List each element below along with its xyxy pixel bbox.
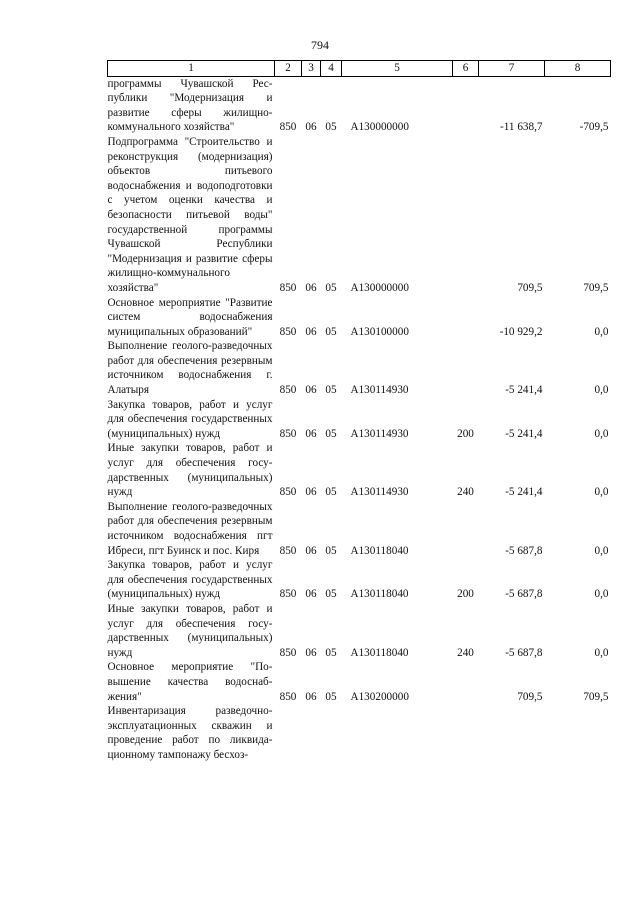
header-cell: 2 <box>275 61 302 77</box>
col-target-code: А130000000 <box>350 121 409 134</box>
col-ministry <box>275 704 302 762</box>
col-target-code <box>342 704 453 762</box>
header-cell: 8 <box>545 61 611 77</box>
col-expense-type <box>453 660 479 704</box>
col-target-code: А130100000 <box>350 325 409 338</box>
col-section: 06 <box>305 646 317 659</box>
col-target-code: А130118040 <box>350 646 409 659</box>
col-subsection: 05 <box>325 281 337 294</box>
col-ministry: 850 <box>279 690 297 703</box>
row-name: Выполнение геолого-разведочных работ для обеспечения резервным источником водоснабжения пгт Ибреси, пгт Буинск и пос. Киря <box>107 500 273 557</box>
col-target-code: А130114930 <box>350 427 409 440</box>
col-value-7 <box>479 704 545 762</box>
col-subsection <box>321 704 342 762</box>
row-name: программы Чувашской Республики "Модернизация и развитие сферы жилищно-коммунального хозяйства" <box>107 77 273 134</box>
col-value-7: 709,5 <box>517 690 543 703</box>
col-ministry: 850 <box>279 384 297 397</box>
col-value-8: 709,5 <box>583 281 609 294</box>
col-value-7: -5 687,8 <box>505 544 543 557</box>
col-value-7: -5 687,8 <box>505 588 543 601</box>
col-ministry: 850 <box>279 121 297 134</box>
page-number: 794 <box>311 38 329 52</box>
col-target-code: А130118040 <box>350 588 409 601</box>
col-expense-type <box>453 296 479 340</box>
col-value-8: 0,0 <box>594 544 609 557</box>
col-section: 06 <box>305 486 317 499</box>
header-cell: 6 <box>453 61 479 77</box>
table-row <box>108 76 611 135</box>
row-name: Иные закупки товаров, работ и услуг для обеспечения государственных (муниципальных) нужд <box>107 442 273 499</box>
col-section: 06 <box>305 427 317 440</box>
col-value-8: 0,0 <box>594 486 609 499</box>
budget-table <box>107 60 611 763</box>
col-subsection: 05 <box>325 384 337 397</box>
row-name: Основное мероприятие "Развитие систем водоснабжения муниципальных образований" <box>107 296 273 338</box>
col-value-7: -5 241,4 <box>505 384 543 397</box>
col-value-7: -5 687,8 <box>505 646 543 659</box>
col-target-code: А130200000 <box>350 690 409 703</box>
col-value-8: 0,0 <box>594 646 609 659</box>
col-expense-type: 200 <box>457 588 474 601</box>
col-expense-type: 200 <box>457 427 474 440</box>
col-subsection: 05 <box>325 121 337 134</box>
row-name: Иные закупки товаров, работ и услуг для обеспечения государственных (муниципальных) нужд <box>107 602 273 659</box>
col-expense-type: 240 <box>457 486 474 499</box>
col-ministry: 850 <box>279 646 297 659</box>
col-subsection: 05 <box>325 646 337 659</box>
col-value-7: -5 241,4 <box>505 427 543 440</box>
col-value-8: 0,0 <box>594 588 609 601</box>
row-name: Инвентаризация разведочно-эксплуатационных скважин и проведение работ по ликвидационному тампонажу бесхоз- <box>107 705 273 761</box>
col-subsection: 05 <box>325 325 337 338</box>
table-row <box>108 602 611 660</box>
header-cell: 1 <box>108 61 275 77</box>
col-subsection: 05 <box>325 690 337 703</box>
col-ministry: 850 <box>279 427 297 440</box>
col-ministry: 850 <box>279 325 297 338</box>
col-expense-type <box>453 500 479 558</box>
col-section: 06 <box>305 588 317 601</box>
col-value-8: 0,0 <box>594 384 609 397</box>
col-target-code: А130114930 <box>350 486 409 499</box>
col-value-7: -10 929,2 <box>499 325 543 338</box>
row-name: Подпрограмма "Строительство и реконструкция (модернизация) объектов питьевого водоснабжения и водоподготовки с учетом оценки качества и безопасности питьевой воды" государственной программы Чувашской Республики "Модернизация и развитие сферы жилищно-коммунального хозяйства" <box>107 135 273 294</box>
header-row <box>108 61 611 77</box>
col-expense-type: 240 <box>457 646 474 659</box>
table-row <box>108 441 611 499</box>
col-value-7: -11 638,7 <box>500 121 543 134</box>
row-name: Выполнение геолого-разведочных работ для обеспечения резервным источником водоснабжения г. Алатыря <box>107 340 273 397</box>
col-value-8: 709,5 <box>583 690 609 703</box>
col-subsection: 05 <box>325 427 337 440</box>
table-row <box>108 398 611 442</box>
col-ministry: 850 <box>279 281 297 294</box>
col-subsection: 05 <box>325 486 337 499</box>
col-section: 06 <box>305 384 317 397</box>
col-target-code: А130000000 <box>350 281 409 294</box>
col-section <box>302 704 321 762</box>
col-section: 06 <box>305 121 317 134</box>
col-target-code: А130114930 <box>350 384 409 397</box>
col-value-8: 0,0 <box>594 325 609 338</box>
header-cell: 4 <box>321 61 342 77</box>
col-value-8: 0,0 <box>594 427 609 440</box>
table-row <box>108 135 611 296</box>
col-section: 06 <box>305 690 317 703</box>
row-name: Закупка товаров, работ и услуг для обеспечения государственных (муниципальных) нужд <box>107 559 273 601</box>
col-subsection: 05 <box>325 588 337 601</box>
col-value-7: -5 241,4 <box>505 486 543 499</box>
row-name: Закупка товаров, работ и услуг для обеспечения государственных (муниципальных) нужд <box>107 398 273 440</box>
col-section: 06 <box>305 281 317 294</box>
row-name: Основное мероприятие "Повышение качества водоснабжения" <box>107 661 273 703</box>
table-row <box>108 558 611 602</box>
table-row <box>108 704 611 762</box>
col-expense-type <box>453 76 479 135</box>
col-value-8: -709,5 <box>579 121 609 134</box>
col-expense-type <box>453 135 479 296</box>
table-row <box>108 500 611 558</box>
col-target-code: А130118040 <box>350 544 409 557</box>
header-cell: 5 <box>342 61 453 77</box>
col-expense-type <box>453 339 479 397</box>
col-ministry: 850 <box>279 544 297 557</box>
col-section: 06 <box>305 325 317 338</box>
table-row <box>108 339 611 397</box>
table-row <box>108 660 611 704</box>
col-expense-type <box>453 704 479 762</box>
col-value-8 <box>545 704 611 762</box>
col-subsection: 05 <box>325 544 337 557</box>
table-row <box>108 296 611 340</box>
col-ministry: 850 <box>279 588 297 601</box>
col-value-7: 709,5 <box>517 281 543 294</box>
col-ministry: 850 <box>279 486 297 499</box>
col-section: 06 <box>305 544 317 557</box>
header-cell: 7 <box>479 61 545 77</box>
header-cell: 3 <box>302 61 321 77</box>
